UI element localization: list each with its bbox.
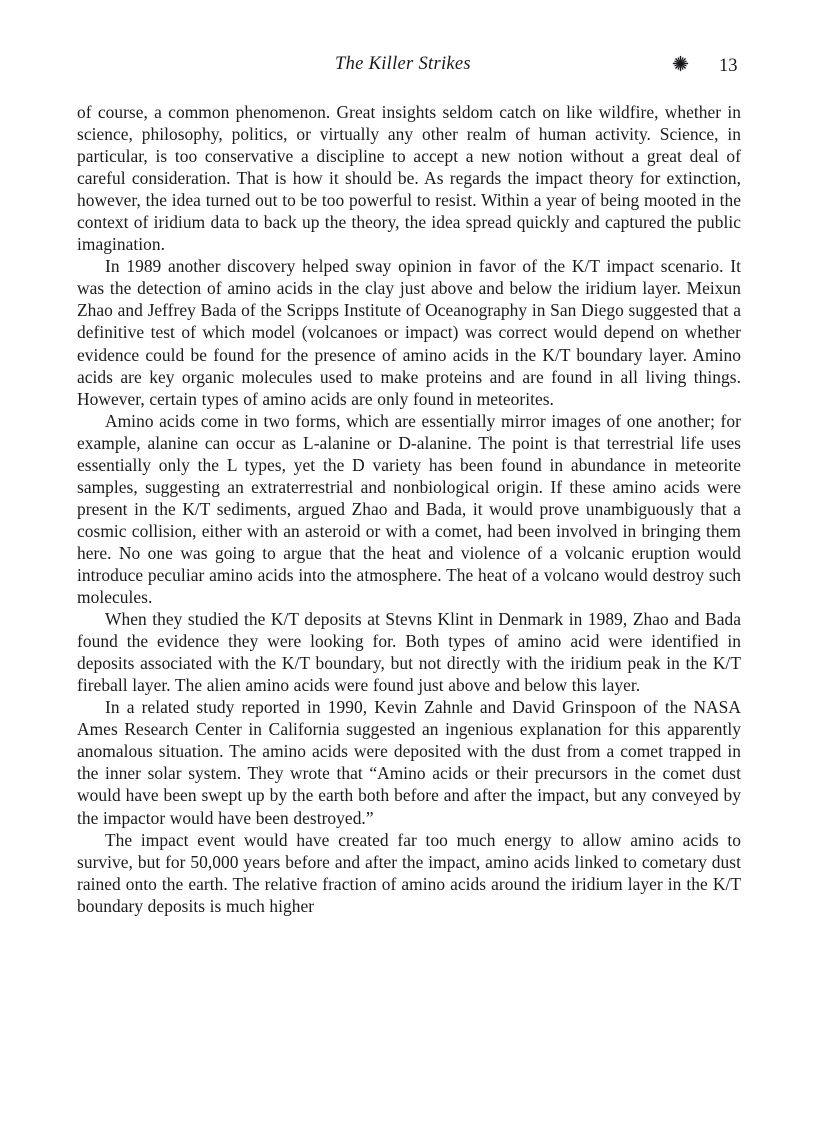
- page-number: 13: [719, 56, 738, 76]
- paragraph-continued: of course, a common phenomenon. Great insights seldom catch on like wildfire, whether in science, philosophy, politics, or virtually any other realm of human activity. Science, in particular, is too conservative a discipline to accept a new notion without a great deal of careful consideration. That is how it should be. As regards the impact theory for extinction, however, the idea turned out to be too powerful to resist. Within a year of being mooted in the context of iridium data to back up the theory, the idea spread quickly and captured the public imagination.: [77, 102, 741, 255]
- paragraph-stevns-klint: When they studied the K/T deposits at Stevns Klint in Denmark in 1989, Zhao and Bada found the evidence they were looking for. Both types of amino acid were identified in deposits associated with the K/T boundary, but not directly with the iridium peak in the K/T fireball layer. The alien amino acids were found just above and below this layer.: [77, 609, 741, 696]
- paragraph-two-forms: Amino acids come in two forms, which are essentially mirror images of one another; for example, alanine can occur as L-alanine or D-alanine. The point is that terrestrial life uses essentially only the L types, yet the D variety has been found in abundance in meteorite samples, suggesting an extraterrestrial and nonbiological origin. If these amino acids were present in the K/T sediments, argued Zhao and Bada, it would prove unambiguously that a cosmic collision, either with an asteroid or with a comet, had been involved in bringing them here. No one was going to argue that the heat and violence of a volcanic eruption would introduce peculiar amino acids into the atmosphere. The heat of a volcano would destroy such molecules.: [77, 410, 741, 608]
- asterisk-ornament-icon: [672, 55, 689, 78]
- body-text-block: [77, 101, 741, 917]
- paragraph-impact-energy: The impact event would have created far too much energy to allow amino acids to survive, but for 50,000 years before and after the impact, amino acids linked to cometary dust rained onto the earth. The relative fraction of amino acids around the iridium layer in the K/T boundary deposits is much higher: [77, 829, 741, 916]
- paragraph-zahnle-grinspoon: In a related study reported in 1990, Kevin Zahnle and David Grinspoon of the NASA Ames Research Center in California suggested an ingenious explanation for this apparently anomalous situation. The amino acids were deposited with the dust from a comet trapped in the inner solar system. They wrote that “Amino acids or their precursors in the comet dust would have been swept up by the earth both before and after the impact, but any conveyed by the impactor would have been destroyed.”: [77, 697, 741, 828]
- running-head: [77, 54, 740, 80]
- paragraph-1989-discovery: In 1989 another discovery helped sway opinion in favor of the K/T impact scenario. It was the detection of amino acids in the clay just above and below the iridium layer. Meixun Zhao and Jeffrey Bada of the Scripps Institute of Oceanography in San Diego suggested that a definitive test of which model (volcanoes or impact) was correct would depend on whether evidence could be found for the presence of amino acids in the K/T boundary layer. Amino acids are key organic molecules used to make proteins and are found in all living things. However, certain types of amino acids are only found in meteorites.: [77, 256, 741, 409]
- running-head-title: The Killer Strikes: [335, 54, 471, 74]
